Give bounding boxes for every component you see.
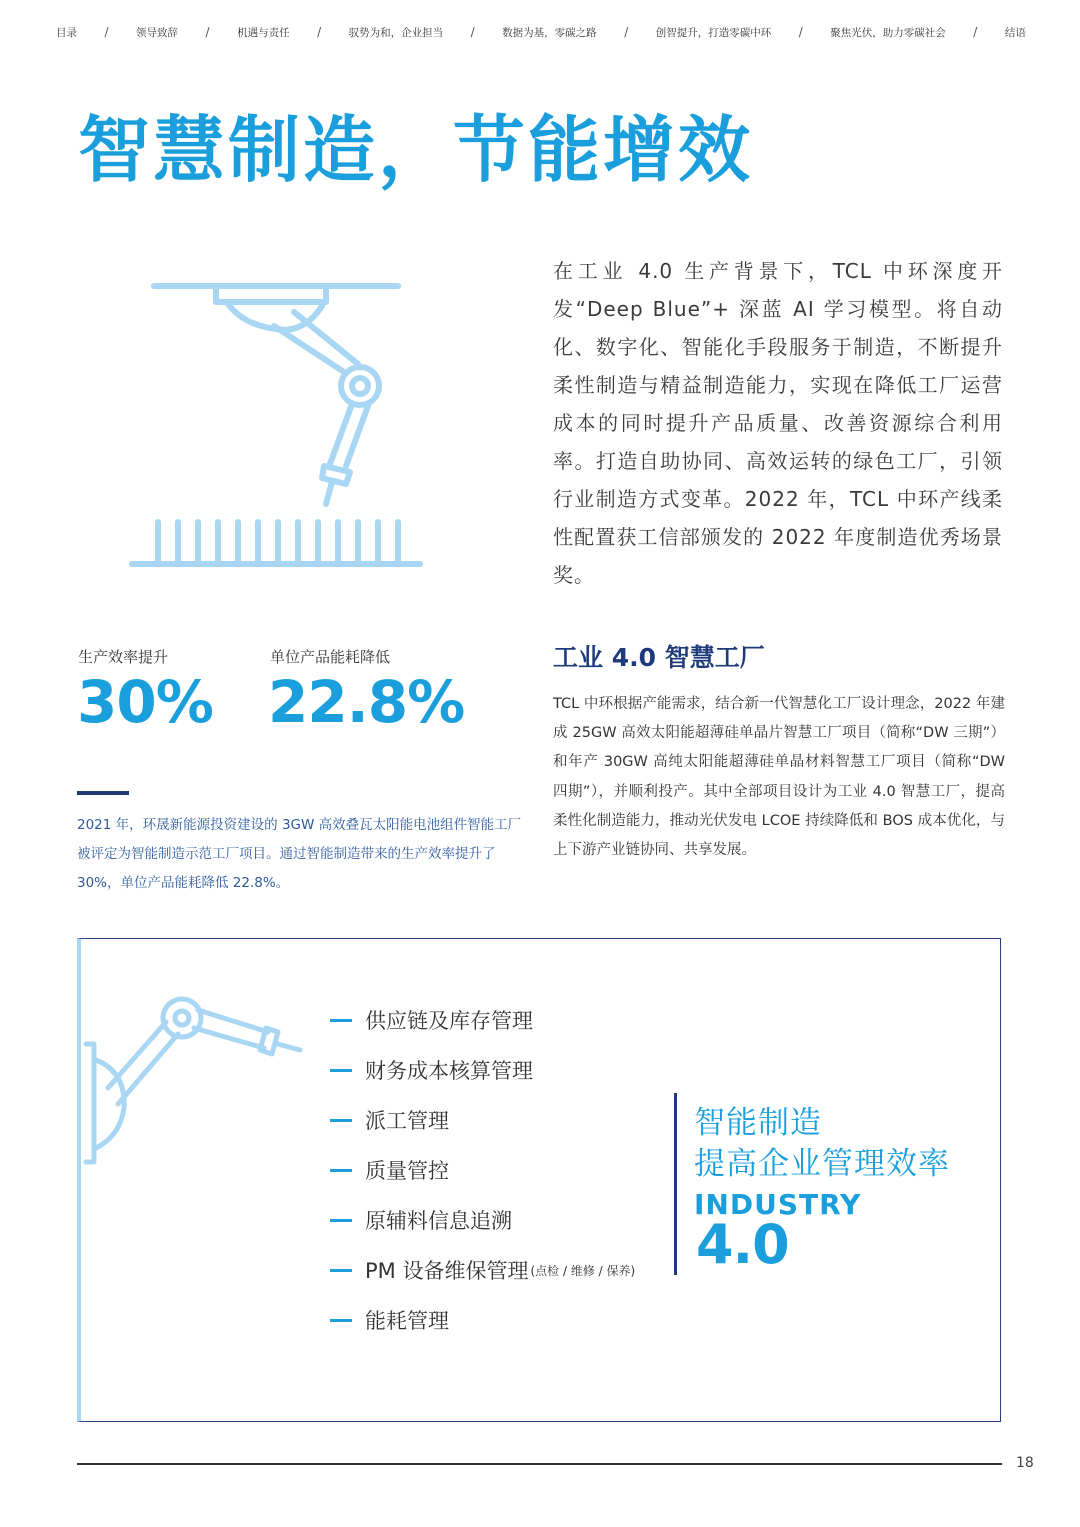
list-item-text: 能耗管理 xyxy=(365,1309,449,1333)
list-item-text: 质量管控 xyxy=(365,1159,449,1183)
highlight-line-1: 智能制造 xyxy=(694,1105,822,1141)
section-heading: 工业 4.0 智慧工厂 xyxy=(553,643,765,672)
stat-value-energy: 22.8% xyxy=(268,668,465,736)
list-item xyxy=(330,1145,635,1195)
stat-value-efficiency: 30% xyxy=(77,668,213,736)
page-number: 18 xyxy=(1016,1455,1034,1471)
dash-icon xyxy=(330,1119,352,1122)
nav-item-leadership-message[interactable]: 领导致辞 xyxy=(136,26,179,39)
nav-item-corporate-responsibility[interactable]: 驭势为和，企业担当 xyxy=(348,26,444,39)
list-item-text: 供应链及库存管理 xyxy=(365,1009,533,1033)
nav-separator: / xyxy=(205,25,210,39)
robot-arm-icon xyxy=(128,278,428,578)
robot-arm-side-icon xyxy=(82,990,312,1170)
stat-label-efficiency: 生产效率提升 xyxy=(78,648,169,666)
nav-item-zero-carbon-path[interactable]: 数据为基，零碳之路 xyxy=(502,26,597,39)
list-item xyxy=(330,1045,635,1095)
nav-item-zero-carbon-zhonghuan[interactable]: 创智提升，打造零碳中环 xyxy=(655,26,772,39)
stat-label-energy: 单位产品能耗降低 xyxy=(270,648,391,666)
list-item xyxy=(330,995,635,1045)
list-item-text: PM 设备维保管理 xyxy=(365,1259,529,1283)
list-item-subtext: (点检 / 维修 / 保养) xyxy=(530,1263,636,1278)
nav-separator: / xyxy=(624,25,629,39)
list-item xyxy=(330,1295,635,1345)
list-item xyxy=(330,1245,635,1295)
top-navigation xyxy=(56,22,1026,42)
industry-label: INDUSTRY xyxy=(694,1188,862,1221)
list-item xyxy=(330,1095,635,1145)
list-item-text: 原辅料信息追溯 xyxy=(365,1209,512,1233)
divider xyxy=(77,791,129,795)
feature-list xyxy=(330,995,635,1345)
nav-separator: / xyxy=(470,25,475,39)
industry-version: 4.0 xyxy=(696,1213,789,1276)
list-item-text: 财务成本核算管理 xyxy=(365,1059,533,1083)
list-item-text: 派工管理 xyxy=(365,1109,449,1133)
dash-icon xyxy=(330,1069,352,1072)
highlight-line-2: 提高企业管理效率 xyxy=(694,1146,950,1182)
stat-note: 2021 年，环晟新能源投资建设的 3GW 高效叠瓦太阳能电池组件智能工厂被评定为智能制造示范工厂项目。通过智能制造带来的生产效率提升了 30%，单位产品能耗降低 22.8%。 xyxy=(77,817,522,891)
dash-icon xyxy=(330,1269,352,1272)
vertical-divider xyxy=(674,1093,677,1275)
nav-separator: / xyxy=(973,25,978,39)
dash-icon xyxy=(330,1219,352,1222)
nav-separator: / xyxy=(317,25,322,39)
nav-item-contents[interactable]: 目录 xyxy=(56,26,77,39)
nav-separator: / xyxy=(798,25,803,39)
dash-icon xyxy=(330,1169,352,1172)
dash-icon xyxy=(330,1019,352,1022)
page-title: 智慧制造，节能增效 xyxy=(78,108,754,192)
section-body: TCL 中环根据产能需求，结合新一代智慧化工厂设计理念，2022 年建成 25GW 高效太阳能超薄硅单晶片智慧工厂项目（简称“DW 三期”）和年产 30GW 高纯太阳能超薄硅单晶材料智慧工厂项目（简称“DW 四期”），并顺利投产。其中全部项目设计为工业 4.0 智慧工厂，提高柔性化制造能力，推动光伏发电 LCOE 持续降低和 BOS 成本优化，与上下游产业链协同、共享发展。 xyxy=(553,696,1005,859)
nav-item-opportunity-responsibility[interactable]: 机遇与责任 xyxy=(237,26,290,39)
nav-separator: / xyxy=(104,25,109,39)
intro-paragraph: 在工业 4.0 生产背景下，TCL 中环深度开发“Deep Blue”+ 深蓝 AI 学习模型。将自动化、数字化、智能化手段服务于制造，不断提升柔性制造与精益制造能力，实现在降低工厂运营成本的同时提升产品质量、改善资源综合利用率。打造自助协同、高效运转的绿色工厂，引领行业制造方式变革。2022 年，TCL 中环产线柔性配置获工信部颁发的 2022 年度制造优秀场景奖。 xyxy=(553,259,1003,587)
list-item xyxy=(330,1195,635,1245)
footer-rule xyxy=(77,1463,1002,1465)
nav-item-conclusion[interactable]: 结语 xyxy=(1004,26,1026,39)
nav-item-zero-carbon-society[interactable]: 聚焦光伏，助力零碳社会 xyxy=(830,26,946,39)
dash-icon xyxy=(330,1319,352,1322)
